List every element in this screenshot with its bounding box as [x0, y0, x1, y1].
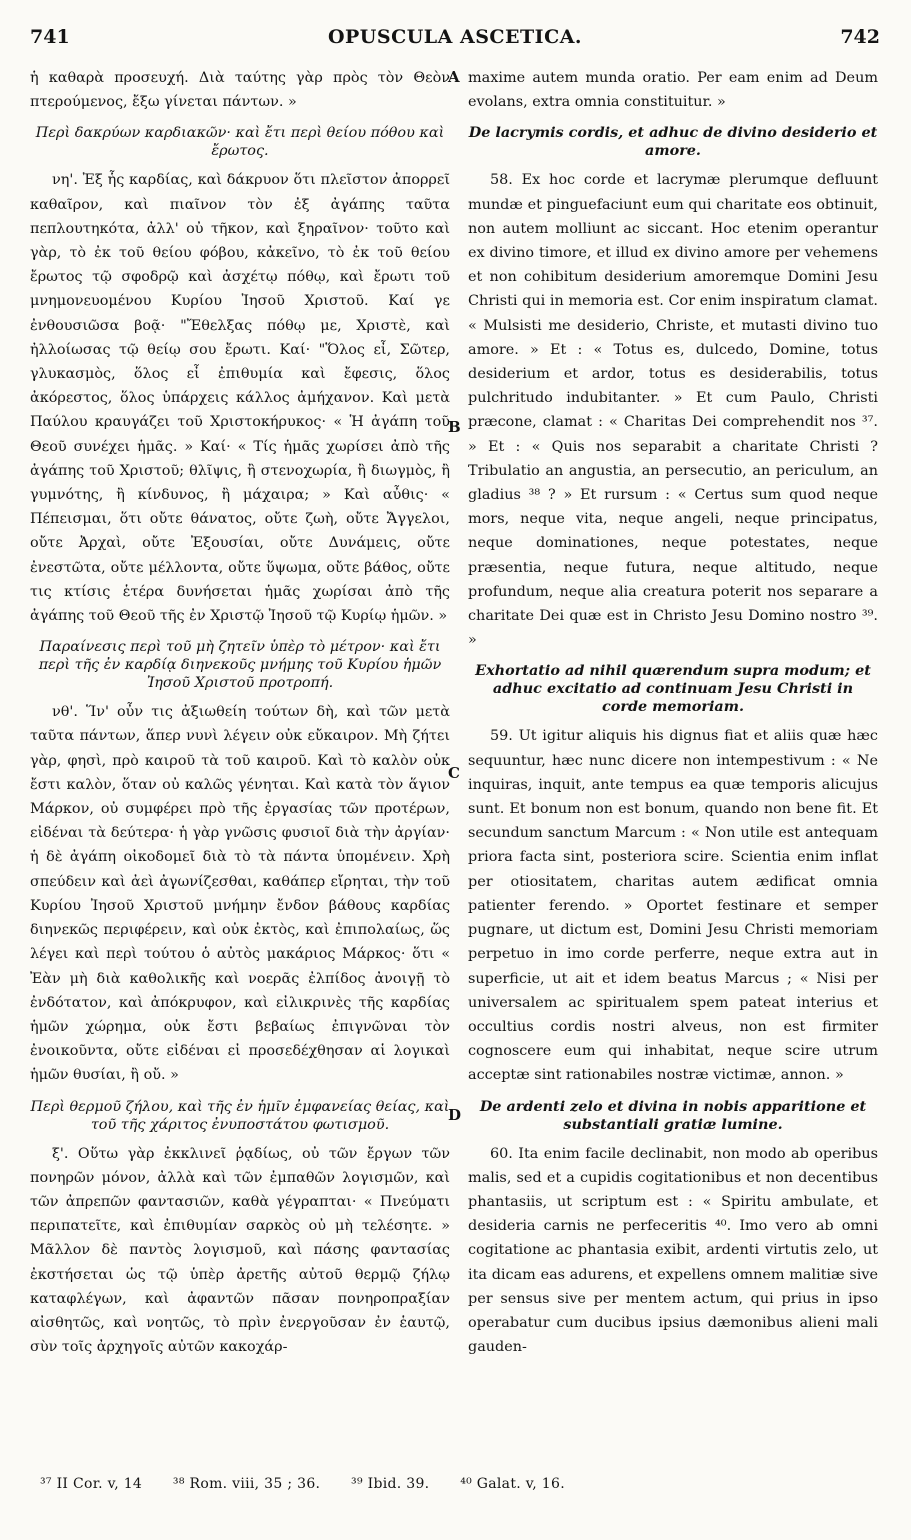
margin-marker-c: C: [448, 764, 460, 782]
footnote: ³⁸ Rom. viii, 35 ; 36.: [172, 1476, 321, 1492]
running-title: OPUSCULA ASCETICA.: [327, 26, 583, 48]
footnotes: [40, 1476, 880, 1492]
greek-paragraph: ξ'. Οὕτω γὰρ ἐκκλινεῖ ῥᾳδίως, οὐ τῶν ἔργων τῶν πονηρῶν μόνον, ἀλλὰ καὶ τῶν ἐμπαθῶν λογισμῶν, καὶ τῶν ἀπρεπῶν φαντασιῶν, καθὰ γέγραπται· « Πνεύματι περιπατεῖτε, καὶ ἐπιθυμίαν σαρκὸς οὐ μὴ τελέσητε. » Μᾶλλον δὲ παντὸς λογισμοῦ, καὶ πάσης φαντασίας ἐκστήσεται ὡς τῷ ὑπὲρ ἀρετῆς αὐτοῦ θερμῷ ζήλῳ καταφλέγων, καὶ ἀφαντῶν πᾶσαν πονηροπραξίαν αἰσθητῶς, καὶ νοητῶς, τὸ πρὶν ἐνεργοῦσαν ἐν ἑαυτῷ, σὺν τοῖς ἀρχηγοῖς αὐτῶν κακοχάρ-: [30, 1145, 450, 1356]
greek-section-heading: Παραίνεσις περὶ τοῦ μὴ ζητεῖν ὑπὲρ τὸ μέτρον· καὶ ἔτι περὶ τῆς ἐν καρδίᾳ διηνεκοῦς μνήμης τοῦ Κυρίου ἡμῶν Ἰησοῦ Χριστοῦ προτροπή.: [38, 639, 442, 692]
latin-paragraph: maxime autem munda oratio. Per eam enim ad Deum evolans, extra omnia constituitur. »: [468, 70, 878, 111]
margin-marker-a: A: [448, 68, 460, 86]
latin-paragraph: 60. Ita enim facile declinabit, non modo ab operibus malis, sed et a cupidis cogitationibus et non decentibus phantasiis, ut scriptum est : « Spiritu ambulate, et desideria carnis ne perfeceritis ⁴⁰. Imo vero ab omni cogitatione ac phantasia exibit, ardenti virtutis zelo, ut ita dicam eas adurens, et expellens omnem malitiæ sive per sensus sive per mentem actum, qui prius in ipso operabatur cum ducibus ipsius dæmonibus alieni mali gauden-: [468, 1145, 878, 1356]
latin-section-heading: De lacrymis cordis, et adhuc de divino desiderio et amore.: [468, 124, 878, 160]
footnote: ³⁷ II Cor. v, 14: [40, 1476, 143, 1492]
greek-section-heading: Περὶ θερμοῦ ζήλου, καὶ τῆς ἐν ἡμῖν ἐμφανείας θείας, καὶ τοῦ τῆς χάριτος ἐνυποστάτου φωτισμοῦ.: [30, 1098, 450, 1133]
footnote: ⁴⁰ Galat. v, 16.: [460, 1476, 565, 1492]
latin-paragraph: 59. Ut igitur aliquis his dignus fiat et aliis quæ hæc sequuntur, hæc nunc dicere non intempestivum : « Ne inquiras, inquit, ante tempus ea quæ temporis alicujus sunt. Et bonum non est bonum, quando non bene fit. Et secundum sanctum Marcum : « Non utile est antequam priora facta sint, posteriora scire. Scientia enim inflat per otiositatem, charitas autem ædificat omnia patienter ferendo. » Oportet festinare et semper pugnare, ut dictum est, Domini Jesu Christi memoriam perpetuo in imo corde perferre, neque extra aut in superficie, ut ait et idem beatus Marcus ; « Nisi per universalem ac spiritualem spem pateat interius et occultius cordis nostri alveus, non est firmiter cognoscere eum qui inhabitat, neque scire utrum acceptæ sint rationabiles nostræ victimæ, annon. »: [468, 728, 878, 1084]
page-number-right: 742: [840, 26, 880, 48]
margin-marker-b: B: [448, 418, 461, 436]
greek-paragraph: νθ'. Ἵν' οὖν τις ἀξιωθείη τούτων δὴ, καὶ τῶν μετὰ ταῦτα πάντων, ἅπερ νυνὶ λέγειν οὐκ εὔκαιρον. Μὴ ζήτει γὰρ, φησὶ, πρὸ καιροῦ τὰ τοῦ καιροῦ. Καὶ τὸ καλὸν οὐκ ἔστι καλὸν, ὅταν οὐ καλῶς γένηται. Καὶ κατὰ τὸν ἅγιον Μάρκον, οὐ συμφέρει πρὸ τῆς ἐργασίας τῶν προτέρων, εἰδέναι τὰ δεύτερα· ἡ γὰρ γνῶσις φυσιοῖ διὰ τὴν ἀργίαν· ἡ δὲ ἀγάπη οἰκοδομεῖ διὰ τὸ τὰ πάντα ὑπομένειν. Χρὴ σπεύδειν καὶ ἀεὶ ἀγωνίζεσθαι, καθάπερ εἴρηται, τὴν τοῦ Κυρίου Ἰησοῦ Χριστοῦ μνήμην ἔνδον βάθους καρδίας διηνεκῶς περιφέρειν, καὶ οὐκ ἐκτὸς, καὶ ἐπιπολαίως, ὥς λέγει καὶ περὶ τούτου ὁ αὐτὸς μακάριος Μάρκος· ὅτι « Ἐὰν μὴ διὰ καθολικῆς καὶ νοερᾶς ἐλπίδος ἀνοιγῇ τὸ ἐνδότατον, καὶ ἀπόκρυφον, καὶ εἰλικρινὲς τῆς καρδίας ἡμῶν χώρημα, οὐκ ἔστι βεβαίως ἐπιγνῶναι τὸν ἐνοικοῦντα, οὔτε εἰδέναι εἰ προσεδέχθησαν αἱ λογικαὶ ἡμῶν θυσίαι, ἢ οὔ. »: [30, 704, 450, 1084]
page-number-left: 741: [30, 26, 70, 48]
latin-section-heading: Exhortatio ad nihil quærendum supra modum; et adhuc excitatio ad continuam Jesu Christi in corde memoriam.: [475, 662, 871, 716]
latin-paragraph: 58. Ex hoc corde et lacrymæ plerumque defluunt mundæ et pinguefaciunt eum qui charitate eos obtinuit, non autem molliunt ac siccant. Hoc etenim operantur ex divino timore, et illud ex divino amore per vehemens et non cohibitum desiderium amoremque Domini Jesu Christi qui in memoria est. Cor enim inspiratum clamat. « Mulsisti me desiderio, Christe, et mutasti divino tuo amore. » Et : « Totus es, dulcedo, Domine, totus desiderium et ardor, totus es desiderabilis, totus pulchritudo indubitanter. » Et cum Paulo, Christi præcone, clamat : « Charitas Dei comprehendit nos ³⁷. » Et : « Quis nos separabit a charitate Christi ? Tribulatio an angustia, an persecutio, an periculum, an gladius ³⁸ ? » Et rursum : « Certus sum quod neque mors, neque vita, neque angeli, neque principatus, neque dominationes, neque potestates, neque præsentia, neque futura, neque altitudo, neque profundum, neque alia creatura poterit nos separare a charitate Dei quæ est in Christo Jesu Domino nostro ³⁹. »: [468, 172, 878, 649]
greek-paragraph: νη'. Ἐξ ἧς καρδίας, καὶ δάκρυον ὅτι πλεῖστον ἀπορρεῖ καθαῖρον, καὶ πιαῖνον τὸν ἐξ ἀγάπης ταῦτα πεπλουτηκότα, ἀλλ' οὐ τῆκον, καὶ ξηραῖνον· τοῦτο καὶ γὰρ, τὸ ἐκ τοῦ θείου φόβου, κἀκεῖνο, τὸ ἐκ τοῦ θείου ἔρωτος τῷ σφοδρῷ καὶ ἀσχέτῳ πόθῳ, καὶ ἔρωτι τοῦ μνημονευομένου Κυρίου Ἰησοῦ Χριστοῦ. Καί γε ἐνθουσιῶσα βοᾷ· "Ἔθελξας πόθῳ με, Χριστὲ, καὶ ἠλλοίωσας τῷ θείῳ σου ἔρωτι. Καί· "Ὅλος εἶ, Σῶτερ, γλυκασμὸς, ὅλος εἶ ἐπιθυμία καὶ ἔφεσις, ὅλος ἀκόρεστος, ὅλος ὑπάρχεις κάλλος ἀμήχανον. Καὶ μετὰ Παύλου κραυγάζει τοῦ Χριστοκήρυκος· « Ἡ ἀγάπη τοῦ Θεοῦ συνέχει ἡμᾶς. » Καί· « Τίς ἡμᾶς χωρίσει ἀπὸ τῆς ἀγάπης τοῦ Χριστοῦ; θλῖψις, ἢ στενοχωρία, ἢ διωγμὸς, ἢ γυμνότης, ἢ κίνδυνος, ἢ μάχαιρα; » Καὶ αὖθις· « Πέπεισμαι, ὅτι οὔτε θάνατος, οὔτε ζωὴ, οὔτε Ἄγγελοι, οὔτε Ἀρχαὶ, οὔτε Ἐξουσίαι, οὔτε Δυνάμεις, οὔτε ἐνεστῶτα, οὔτε μέλλοντα, οὔτε ὕψωμα, οὔτε βάθος, οὔτε τις κτίσις ἑτέρα δυνήσεται ἡμᾶς χωρίσαι ἀπὸ τῆς ἀγάπης τοῦ Θεοῦ τῆς ἐν Χριστῷ Ἰησοῦ τῷ Κυρίῳ ἡμῶν. »: [30, 172, 450, 625]
greek-section-heading: Περὶ δακρύων καρδιακῶν· καὶ ἔτι περὶ θείου πόθου καὶ ἔρωτος.: [35, 125, 445, 160]
latin-section-heading: De ardenti zelo et divina in nobis apparitione et substantiali gratiæ lumine.: [479, 1097, 867, 1133]
greek-paragraph: ἡ καθαρὰ προσευχή. Διὰ ταύτης γὰρ πρὸς τὸν Θεὸν πτερούμενος, ἔξω γίνεται πάντων. »: [30, 70, 450, 111]
margin-marker-d: D: [448, 1106, 462, 1124]
running-header: [30, 26, 880, 56]
footnote: ³⁹ Ibid. 39.: [351, 1476, 430, 1492]
latin-column: [468, 66, 878, 1365]
greek-column: [30, 66, 450, 1365]
